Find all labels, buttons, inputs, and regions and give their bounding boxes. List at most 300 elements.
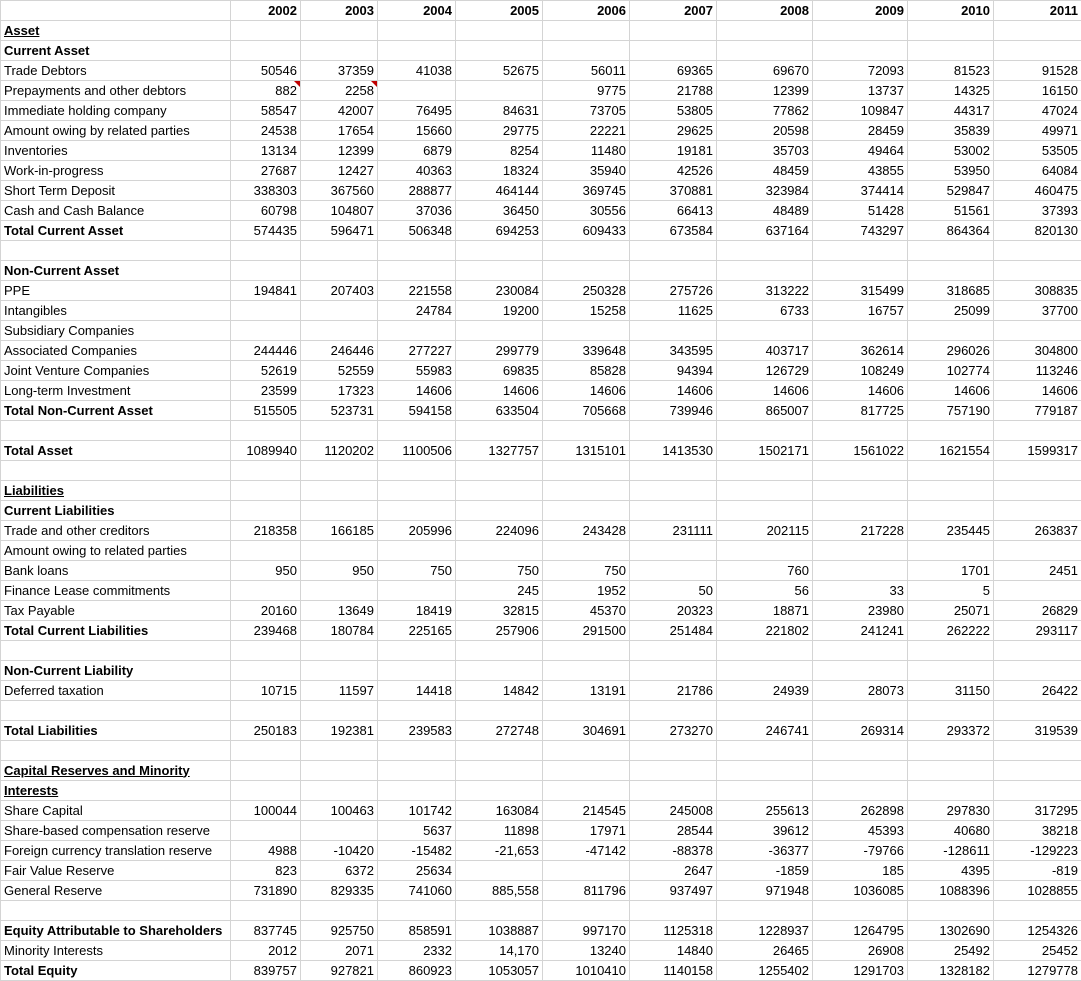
cell[interactable]: 14418 xyxy=(378,681,456,701)
cell[interactable]: -10420 xyxy=(301,841,378,861)
cell[interactable]: 296026 xyxy=(908,341,994,361)
cell[interactable] xyxy=(908,741,994,761)
cell[interactable]: 231111 xyxy=(630,521,717,541)
cell[interactable] xyxy=(456,701,543,721)
cell[interactable]: 50546 xyxy=(231,61,301,81)
cell[interactable]: 12427 xyxy=(301,161,378,181)
row-label[interactable]: Asset xyxy=(1,21,231,41)
cell[interactable]: 9775 xyxy=(543,81,630,101)
cell[interactable] xyxy=(994,701,1081,721)
cell[interactable]: 16757 xyxy=(813,301,908,321)
cell[interactable] xyxy=(908,641,994,661)
cell[interactable] xyxy=(717,421,813,441)
cell[interactable] xyxy=(231,821,301,841)
cell[interactable] xyxy=(994,461,1081,481)
cell[interactable] xyxy=(630,641,717,661)
cell[interactable] xyxy=(543,861,630,881)
cell[interactable]: 403717 xyxy=(717,341,813,361)
cell[interactable]: 25492 xyxy=(908,941,994,961)
cell[interactable] xyxy=(301,821,378,841)
cell[interactable]: 42007 xyxy=(301,101,378,121)
empty-row-label[interactable] xyxy=(1,901,231,921)
cell[interactable]: 1327757 xyxy=(456,441,543,461)
cell[interactable]: 14606 xyxy=(813,381,908,401)
cell[interactable] xyxy=(378,41,456,61)
cell[interactable] xyxy=(543,701,630,721)
cell[interactable]: 40363 xyxy=(378,161,456,181)
cell[interactable]: 84631 xyxy=(456,101,543,121)
cell[interactable] xyxy=(717,41,813,61)
cell[interactable] xyxy=(231,761,301,781)
cell[interactable] xyxy=(301,781,378,801)
cell[interactable] xyxy=(630,21,717,41)
cell[interactable] xyxy=(378,241,456,261)
cell[interactable]: 272748 xyxy=(456,721,543,741)
row-label[interactable]: Liabilities xyxy=(1,481,231,501)
cell[interactable] xyxy=(908,481,994,501)
empty-row-label[interactable] xyxy=(1,741,231,761)
row-label[interactable]: PPE xyxy=(1,281,231,301)
cell[interactable]: 48459 xyxy=(717,161,813,181)
cell[interactable]: -47142 xyxy=(543,841,630,861)
cell[interactable]: 1701 xyxy=(908,561,994,581)
row-label[interactable]: Current Asset xyxy=(1,41,231,61)
cell[interactable]: 20598 xyxy=(717,121,813,141)
cell[interactable] xyxy=(301,261,378,281)
cell[interactable]: 2647 xyxy=(630,861,717,881)
cell[interactable] xyxy=(378,481,456,501)
cell[interactable]: 741060 xyxy=(378,881,456,901)
cell[interactable]: 38218 xyxy=(994,821,1081,841)
cell[interactable]: 94394 xyxy=(630,361,717,381)
cell[interactable]: 37359 xyxy=(301,61,378,81)
row-label[interactable]: Tax Payable xyxy=(1,601,231,621)
cell[interactable]: 50 xyxy=(630,581,717,601)
cell[interactable] xyxy=(813,641,908,661)
corner-cell[interactable] xyxy=(1,1,231,21)
cell[interactable] xyxy=(456,21,543,41)
cell[interactable]: 239468 xyxy=(231,621,301,641)
cell[interactable]: 214545 xyxy=(543,801,630,821)
cell[interactable] xyxy=(630,461,717,481)
cell[interactable]: 250183 xyxy=(231,721,301,741)
cell[interactable] xyxy=(543,481,630,501)
cell[interactable]: 1413530 xyxy=(630,441,717,461)
row-label[interactable]: Share-based compensation reserve xyxy=(1,821,231,841)
cell[interactable]: 370881 xyxy=(630,181,717,201)
cell[interactable]: 673584 xyxy=(630,221,717,241)
empty-row-label[interactable] xyxy=(1,641,231,661)
cell[interactable] xyxy=(456,501,543,521)
cell[interactable]: 2012 xyxy=(231,941,301,961)
cell[interactable]: 273270 xyxy=(630,721,717,741)
cell[interactable]: 275726 xyxy=(630,281,717,301)
cell[interactable] xyxy=(543,641,630,661)
cell[interactable]: 1302690 xyxy=(908,921,994,941)
cell[interactable]: 64084 xyxy=(994,161,1081,181)
cell[interactable] xyxy=(813,701,908,721)
cell[interactable]: 6733 xyxy=(717,301,813,321)
row-label[interactable]: Total Liabilities xyxy=(1,721,231,741)
cell[interactable]: 25071 xyxy=(908,601,994,621)
cell[interactable]: 20323 xyxy=(630,601,717,621)
cell[interactable] xyxy=(908,261,994,281)
cell[interactable] xyxy=(231,421,301,441)
cell[interactable]: 20160 xyxy=(231,601,301,621)
cell[interactable]: 26829 xyxy=(994,601,1081,621)
cell[interactable] xyxy=(630,41,717,61)
cell[interactable]: 28073 xyxy=(813,681,908,701)
cell[interactable] xyxy=(456,541,543,561)
cell[interactable]: 12399 xyxy=(301,141,378,161)
cell[interactable]: 460475 xyxy=(994,181,1081,201)
row-label[interactable]: Capital Reserves and Minority xyxy=(1,761,231,781)
cell[interactable] xyxy=(378,581,456,601)
cell[interactable] xyxy=(543,421,630,441)
cell[interactable] xyxy=(717,701,813,721)
cell[interactable]: 73705 xyxy=(543,101,630,121)
cell[interactable]: 243428 xyxy=(543,521,630,541)
cell[interactable] xyxy=(813,501,908,521)
cell[interactable]: 113246 xyxy=(994,361,1081,381)
row-label[interactable]: Inventories xyxy=(1,141,231,161)
row-label[interactable]: Amount owing to related parties xyxy=(1,541,231,561)
cell[interactable]: -129223 xyxy=(994,841,1081,861)
cell[interactable]: 39612 xyxy=(717,821,813,841)
cell[interactable]: 864364 xyxy=(908,221,994,241)
cell[interactable] xyxy=(994,741,1081,761)
cell[interactable]: 971948 xyxy=(717,881,813,901)
cell[interactable]: 205996 xyxy=(378,521,456,541)
cell[interactable] xyxy=(630,741,717,761)
cell[interactable] xyxy=(301,481,378,501)
cell[interactable] xyxy=(378,541,456,561)
cell[interactable]: 2451 xyxy=(994,561,1081,581)
cell[interactable]: 13649 xyxy=(301,601,378,621)
row-label[interactable]: Equity Attributable to Shareholders xyxy=(1,921,231,941)
cell[interactable]: 4988 xyxy=(231,841,301,861)
cell[interactable]: 85828 xyxy=(543,361,630,381)
cell[interactable] xyxy=(994,21,1081,41)
cell[interactable]: 108249 xyxy=(813,361,908,381)
cell[interactable]: 49464 xyxy=(813,141,908,161)
cell[interactable]: 529847 xyxy=(908,181,994,201)
cell[interactable]: -36377 xyxy=(717,841,813,861)
cell[interactable] xyxy=(543,501,630,521)
cell[interactable]: 23980 xyxy=(813,601,908,621)
cell[interactable]: 23599 xyxy=(231,381,301,401)
cell[interactable]: 1561022 xyxy=(813,441,908,461)
cell[interactable]: 35703 xyxy=(717,141,813,161)
cell[interactable]: 574435 xyxy=(231,221,301,241)
cell[interactable]: 14842 xyxy=(456,681,543,701)
cell[interactable] xyxy=(813,541,908,561)
cell[interactable] xyxy=(717,321,813,341)
cell[interactable] xyxy=(231,301,301,321)
year-header-2006[interactable]: 2006 xyxy=(543,1,630,21)
cell[interactable] xyxy=(231,541,301,561)
cell[interactable]: 13134 xyxy=(231,141,301,161)
cell[interactable]: 244446 xyxy=(231,341,301,361)
row-label[interactable]: Foreign currency translation reserve xyxy=(1,841,231,861)
cell[interactable]: 858591 xyxy=(378,921,456,941)
cell[interactable] xyxy=(378,641,456,661)
cell[interactable]: 225165 xyxy=(378,621,456,641)
cell[interactable]: 26422 xyxy=(994,681,1081,701)
cell[interactable]: 40680 xyxy=(908,821,994,841)
cell[interactable]: 927821 xyxy=(301,961,378,981)
cell[interactable] xyxy=(301,41,378,61)
cell[interactable] xyxy=(231,461,301,481)
cell[interactable]: 49971 xyxy=(994,121,1081,141)
cell[interactable] xyxy=(456,421,543,441)
cell[interactable]: 14606 xyxy=(378,381,456,401)
cell[interactable]: 24939 xyxy=(717,681,813,701)
cell[interactable]: 885,558 xyxy=(456,881,543,901)
cell[interactable] xyxy=(908,701,994,721)
cell[interactable]: 14606 xyxy=(908,381,994,401)
cell[interactable]: 369745 xyxy=(543,181,630,201)
cell[interactable] xyxy=(231,641,301,661)
cell[interactable]: -21,653 xyxy=(456,841,543,861)
cell[interactable] xyxy=(301,501,378,521)
cell[interactable] xyxy=(630,501,717,521)
cell[interactable]: 860923 xyxy=(378,961,456,981)
cell[interactable]: 760 xyxy=(717,561,813,581)
cell[interactable]: 11597 xyxy=(301,681,378,701)
cell[interactable] xyxy=(543,41,630,61)
cell[interactable] xyxy=(908,321,994,341)
cell[interactable]: 255613 xyxy=(717,801,813,821)
cell[interactable] xyxy=(717,261,813,281)
cell[interactable]: 1255402 xyxy=(717,961,813,981)
cell[interactable]: 374414 xyxy=(813,181,908,201)
cell[interactable]: 52559 xyxy=(301,361,378,381)
cell[interactable]: 246446 xyxy=(301,341,378,361)
cell[interactable] xyxy=(231,901,301,921)
cell[interactable]: 194841 xyxy=(231,281,301,301)
cell[interactable] xyxy=(301,241,378,261)
cell[interactable] xyxy=(630,761,717,781)
cell[interactable]: 4395 xyxy=(908,861,994,881)
cell[interactable]: 937497 xyxy=(630,881,717,901)
cell[interactable]: 367560 xyxy=(301,181,378,201)
cell[interactable]: 1291703 xyxy=(813,961,908,981)
cell[interactable]: 17654 xyxy=(301,121,378,141)
year-header-2009[interactable]: 2009 xyxy=(813,1,908,21)
cell[interactable]: 2332 xyxy=(378,941,456,961)
cell[interactable]: -1859 xyxy=(717,861,813,881)
cell[interactable]: 235445 xyxy=(908,521,994,541)
cell[interactable] xyxy=(543,21,630,41)
cell[interactable]: 12399 xyxy=(717,81,813,101)
cell[interactable] xyxy=(456,661,543,681)
cell[interactable]: 2258 xyxy=(301,81,378,101)
cell[interactable]: 13191 xyxy=(543,681,630,701)
cell[interactable]: 32815 xyxy=(456,601,543,621)
cell[interactable]: 202115 xyxy=(717,521,813,541)
cell[interactable]: 882 xyxy=(231,81,301,101)
cell[interactable] xyxy=(301,541,378,561)
cell[interactable]: 1089940 xyxy=(231,441,301,461)
cell[interactable]: 269314 xyxy=(813,721,908,741)
cell[interactable]: 15258 xyxy=(543,301,630,321)
cell[interactable]: 18324 xyxy=(456,161,543,181)
cell[interactable] xyxy=(231,741,301,761)
cell[interactable]: 44317 xyxy=(908,101,994,121)
cell[interactable]: 221558 xyxy=(378,281,456,301)
cell[interactable]: 101742 xyxy=(378,801,456,821)
empty-row-label[interactable] xyxy=(1,461,231,481)
cell[interactable]: 56011 xyxy=(543,61,630,81)
cell[interactable]: 81523 xyxy=(908,61,994,81)
cell[interactable] xyxy=(301,741,378,761)
cell[interactable]: 37393 xyxy=(994,201,1081,221)
cell[interactable] xyxy=(378,461,456,481)
cell[interactable]: 100044 xyxy=(231,801,301,821)
cell[interactable] xyxy=(908,241,994,261)
cell[interactable] xyxy=(908,21,994,41)
cell[interactable]: 288877 xyxy=(378,181,456,201)
cell[interactable]: 14606 xyxy=(543,381,630,401)
empty-row-label[interactable] xyxy=(1,701,231,721)
cell[interactable]: 319539 xyxy=(994,721,1081,741)
cell[interactable]: 262898 xyxy=(813,801,908,821)
cell[interactable]: 18871 xyxy=(717,601,813,621)
cell[interactable]: 245 xyxy=(456,581,543,601)
cell[interactable]: 464144 xyxy=(456,181,543,201)
cell[interactable]: 839757 xyxy=(231,961,301,981)
cell[interactable]: 221802 xyxy=(717,621,813,641)
cell[interactable] xyxy=(378,261,456,281)
cell[interactable] xyxy=(301,301,378,321)
cell[interactable] xyxy=(301,641,378,661)
cell[interactable] xyxy=(378,661,456,681)
cell[interactable]: 304691 xyxy=(543,721,630,741)
row-label[interactable]: Short Term Deposit xyxy=(1,181,231,201)
cell[interactable]: 17323 xyxy=(301,381,378,401)
cell[interactable]: 315499 xyxy=(813,281,908,301)
cell[interactable]: -128611 xyxy=(908,841,994,861)
cell[interactable] xyxy=(231,781,301,801)
cell[interactable] xyxy=(717,21,813,41)
cell[interactable]: 25099 xyxy=(908,301,994,321)
cell[interactable]: 14325 xyxy=(908,81,994,101)
cell[interactable] xyxy=(908,501,994,521)
cell[interactable] xyxy=(994,641,1081,661)
cell[interactable]: 609433 xyxy=(543,221,630,241)
cell[interactable] xyxy=(630,241,717,261)
cell[interactable]: 30556 xyxy=(543,201,630,221)
cell[interactable] xyxy=(908,661,994,681)
cell[interactable]: 24784 xyxy=(378,301,456,321)
cell[interactable] xyxy=(543,321,630,341)
cell[interactable]: 55983 xyxy=(378,361,456,381)
cell[interactable]: 26908 xyxy=(813,941,908,961)
row-label[interactable]: Total Current Asset xyxy=(1,221,231,241)
cell[interactable]: 102774 xyxy=(908,361,994,381)
cell[interactable]: 633504 xyxy=(456,401,543,421)
cell[interactable] xyxy=(813,321,908,341)
cell[interactable] xyxy=(994,421,1081,441)
cell[interactable] xyxy=(994,261,1081,281)
cell[interactable] xyxy=(543,901,630,921)
row-label[interactable]: Fair Value Reserve xyxy=(1,861,231,881)
cell[interactable] xyxy=(378,701,456,721)
cell[interactable] xyxy=(813,781,908,801)
cell[interactable]: 163084 xyxy=(456,801,543,821)
row-label[interactable]: Share Capital xyxy=(1,801,231,821)
cell[interactable]: 29625 xyxy=(630,121,717,141)
cell[interactable]: 5637 xyxy=(378,821,456,841)
cell[interactable] xyxy=(543,241,630,261)
cell[interactable] xyxy=(456,481,543,501)
cell[interactable]: 739946 xyxy=(630,401,717,421)
cell[interactable] xyxy=(231,321,301,341)
row-label[interactable]: Non-Current Asset xyxy=(1,261,231,281)
cell[interactable]: 17971 xyxy=(543,821,630,841)
cell[interactable] xyxy=(908,541,994,561)
cell[interactable]: 757190 xyxy=(908,401,994,421)
cell[interactable] xyxy=(813,661,908,681)
row-label[interactable]: General Reserve xyxy=(1,881,231,901)
cell[interactable] xyxy=(301,701,378,721)
cell[interactable]: 1125318 xyxy=(630,921,717,941)
cell[interactable] xyxy=(813,741,908,761)
cell[interactable]: 21786 xyxy=(630,681,717,701)
cell[interactable] xyxy=(543,741,630,761)
cell[interactable] xyxy=(231,21,301,41)
cell[interactable] xyxy=(994,901,1081,921)
cell[interactable]: 245008 xyxy=(630,801,717,821)
cell[interactable]: 11898 xyxy=(456,821,543,841)
row-label[interactable]: Total Asset xyxy=(1,441,231,461)
cell[interactable]: 53002 xyxy=(908,141,994,161)
cell[interactable]: 1952 xyxy=(543,581,630,601)
cell[interactable] xyxy=(543,661,630,681)
cell[interactable]: 6372 xyxy=(301,861,378,881)
cell[interactable] xyxy=(717,481,813,501)
cell[interactable] xyxy=(908,761,994,781)
cell[interactable]: 313222 xyxy=(717,281,813,301)
cell[interactable] xyxy=(231,661,301,681)
cell[interactable] xyxy=(717,661,813,681)
cell[interactable]: 1315101 xyxy=(543,441,630,461)
year-header-2002[interactable]: 2002 xyxy=(231,1,301,21)
cell[interactable]: 925750 xyxy=(301,921,378,941)
row-label[interactable]: Immediate holding company xyxy=(1,101,231,121)
cell[interactable] xyxy=(456,781,543,801)
cell[interactable]: 37700 xyxy=(994,301,1081,321)
cell[interactable] xyxy=(908,41,994,61)
cell[interactable]: 308835 xyxy=(994,281,1081,301)
cell[interactable]: 66413 xyxy=(630,201,717,221)
cell[interactable]: 262222 xyxy=(908,621,994,641)
cell[interactable]: 31150 xyxy=(908,681,994,701)
cell[interactable] xyxy=(301,761,378,781)
cell[interactable]: 5 xyxy=(908,581,994,601)
cell[interactable]: 291500 xyxy=(543,621,630,641)
cell[interactable]: 29775 xyxy=(456,121,543,141)
cell[interactable]: 25452 xyxy=(994,941,1081,961)
cell[interactable] xyxy=(231,701,301,721)
cell[interactable]: 28544 xyxy=(630,821,717,841)
row-label[interactable]: Current Liabilities xyxy=(1,501,231,521)
cell[interactable] xyxy=(630,481,717,501)
cell[interactable]: 207403 xyxy=(301,281,378,301)
row-label[interactable]: Prepayments and other debtors xyxy=(1,81,231,101)
cell[interactable] xyxy=(813,41,908,61)
